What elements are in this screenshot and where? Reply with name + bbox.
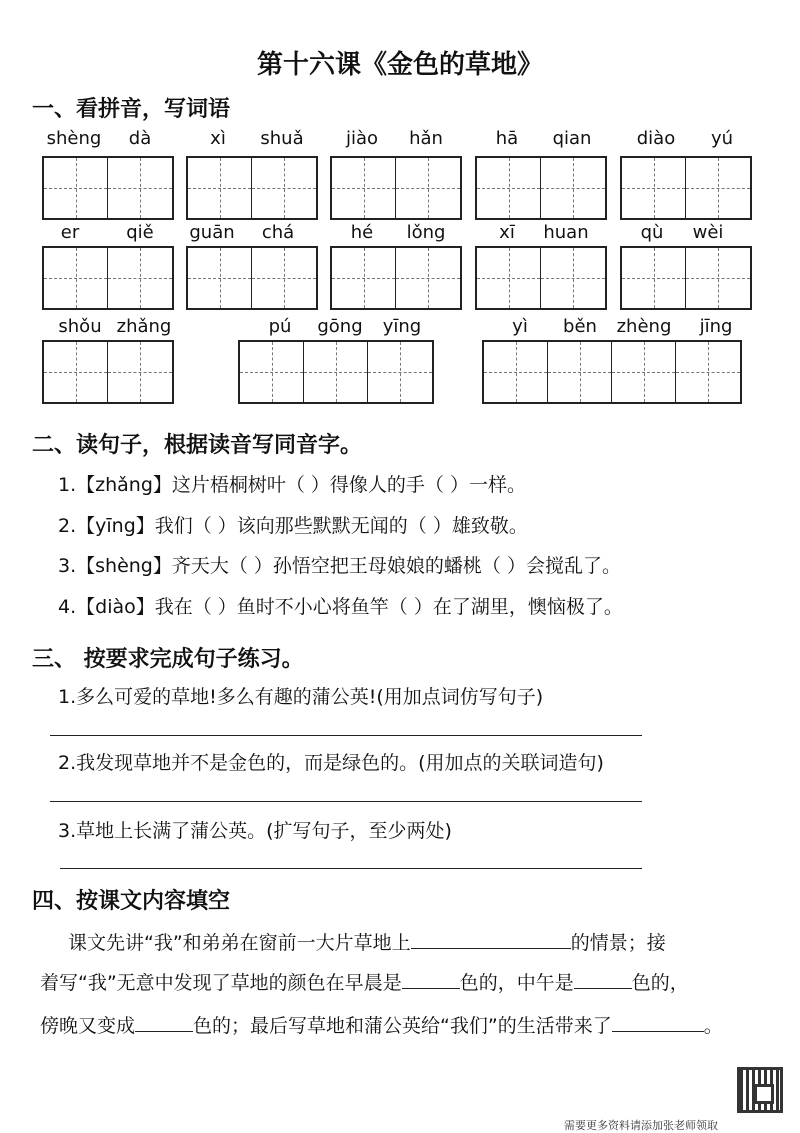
pinyin-label: xì xyxy=(210,128,226,149)
question-item: 2.【yīng】我们（ ）该向那些默默无闻的（ ）雄致敬。 xyxy=(58,515,528,537)
question-item: 1.多么可爱的草地!多么有趣的蒲公英!(用加点词仿写句子) xyxy=(58,686,544,708)
writing-grid[interactable] xyxy=(482,340,742,404)
question-item: 3.草地上长满了蒲公英。(扩写句子，至少两处) xyxy=(58,820,452,842)
footer-note: 需要更多资料请添加张老师领取 xyxy=(564,1119,718,1132)
writing-grid[interactable] xyxy=(620,156,752,220)
writing-grid[interactable] xyxy=(186,246,318,310)
answer-line[interactable] xyxy=(50,735,642,736)
pinyin-label: dà xyxy=(128,128,152,149)
pinyin-label: běn xyxy=(563,316,597,337)
section3-heading: 三、 按要求完成句子练习。 xyxy=(32,647,304,672)
fill-blank[interactable] xyxy=(135,1011,193,1032)
writing-grid[interactable] xyxy=(42,340,174,404)
writing-grid[interactable] xyxy=(330,156,462,220)
pinyin-label: huan xyxy=(543,222,589,243)
pinyin-label: yì xyxy=(512,316,528,337)
paragraph-text: 着写“我”无意中发现了草地的颜色在早晨是 xyxy=(40,972,402,994)
pinyin-label: chá xyxy=(261,222,295,243)
paragraph-line xyxy=(68,928,666,955)
pinyin-label: qian xyxy=(552,128,592,149)
pinyin-label: hā xyxy=(495,128,519,149)
pinyin-label: pú xyxy=(268,316,292,337)
pinyin-label: wèi xyxy=(692,222,724,243)
paragraph-text: 课文先讲“我”和弟弟在窗前一大片草地上 xyxy=(68,932,411,954)
fill-blank[interactable] xyxy=(411,928,571,949)
pinyin-label: xī xyxy=(499,222,515,243)
pinyin-label: guān xyxy=(189,222,235,243)
answer-line[interactable] xyxy=(60,868,642,869)
fill-blank[interactable] xyxy=(612,1011,704,1032)
paragraph-line xyxy=(40,1011,723,1038)
paragraph-text: 色的， xyxy=(631,972,689,994)
pinyin-label: shuǎ xyxy=(260,128,304,149)
pinyin-label: lǒng xyxy=(406,222,446,243)
fill-blank[interactable] xyxy=(402,968,460,989)
paragraph-text: 色的，中午是 xyxy=(459,972,574,994)
question-item: 2.我发现草地并不是金色的，而是绿色的。(用加点的关联词造句) xyxy=(58,752,604,774)
pinyin-label: jīng xyxy=(699,316,733,337)
writing-grid[interactable] xyxy=(330,246,462,310)
pinyin-label: qù xyxy=(640,222,664,243)
page-title: 第十六课《金色的草地》 xyxy=(256,50,543,80)
writing-grid[interactable] xyxy=(475,156,607,220)
answer-line[interactable] xyxy=(50,801,642,802)
writing-grid[interactable] xyxy=(186,156,318,220)
pinyin-label: shèng xyxy=(46,128,102,149)
section1-heading: 一、看拼音，写词语 xyxy=(32,97,231,122)
qr-code-icon xyxy=(737,1067,783,1113)
question-item: 1.【zhǎng】这片梧桐树叶（ ）得像人的手（ ）一样。 xyxy=(58,474,526,496)
pinyin-label: zhǎng xyxy=(116,316,172,337)
pinyin-label: gōng xyxy=(317,316,363,337)
paragraph-text: 的情景；接 xyxy=(570,932,666,954)
paragraph-text: 色的；最后写草地和蒲公英给“我们”的生活带来了 xyxy=(193,1015,612,1037)
pinyin-label: qiě xyxy=(126,222,154,243)
pinyin-label: zhèng xyxy=(616,316,672,337)
writing-grid[interactable] xyxy=(475,246,607,310)
pinyin-label: shǒu xyxy=(58,316,102,337)
writing-grid[interactable] xyxy=(42,246,174,310)
paragraph-text: 傍晚又变成 xyxy=(40,1015,136,1037)
paragraph-line xyxy=(40,968,689,995)
pinyin-label: yú xyxy=(710,128,734,149)
section4-heading: 四、按课文内容填空 xyxy=(32,889,231,914)
pinyin-label: er xyxy=(60,222,80,243)
pinyin-label: yīng xyxy=(382,316,422,337)
section2-heading: 二、读句子，根据读音写同音字。 xyxy=(32,433,363,458)
pinyin-label: jiào xyxy=(345,128,379,149)
writing-grid[interactable] xyxy=(620,246,752,310)
writing-grid[interactable] xyxy=(42,156,174,220)
fill-blank[interactable] xyxy=(574,968,632,989)
paragraph-text: 。 xyxy=(703,1015,723,1037)
question-item: 3.【shèng】齐天大（ ）孙悟空把王母娘娘的蟠桃（ ）会搅乱了。 xyxy=(58,555,621,577)
writing-grid[interactable] xyxy=(238,340,434,404)
pinyin-label: hé xyxy=(350,222,374,243)
pinyin-label: diào xyxy=(636,128,676,149)
pinyin-label: hǎn xyxy=(409,128,443,149)
question-item: 4.【diào】我在（ ）鱼时不小心将鱼竿（ ）在了湖里，懊恼极了。 xyxy=(58,596,623,618)
